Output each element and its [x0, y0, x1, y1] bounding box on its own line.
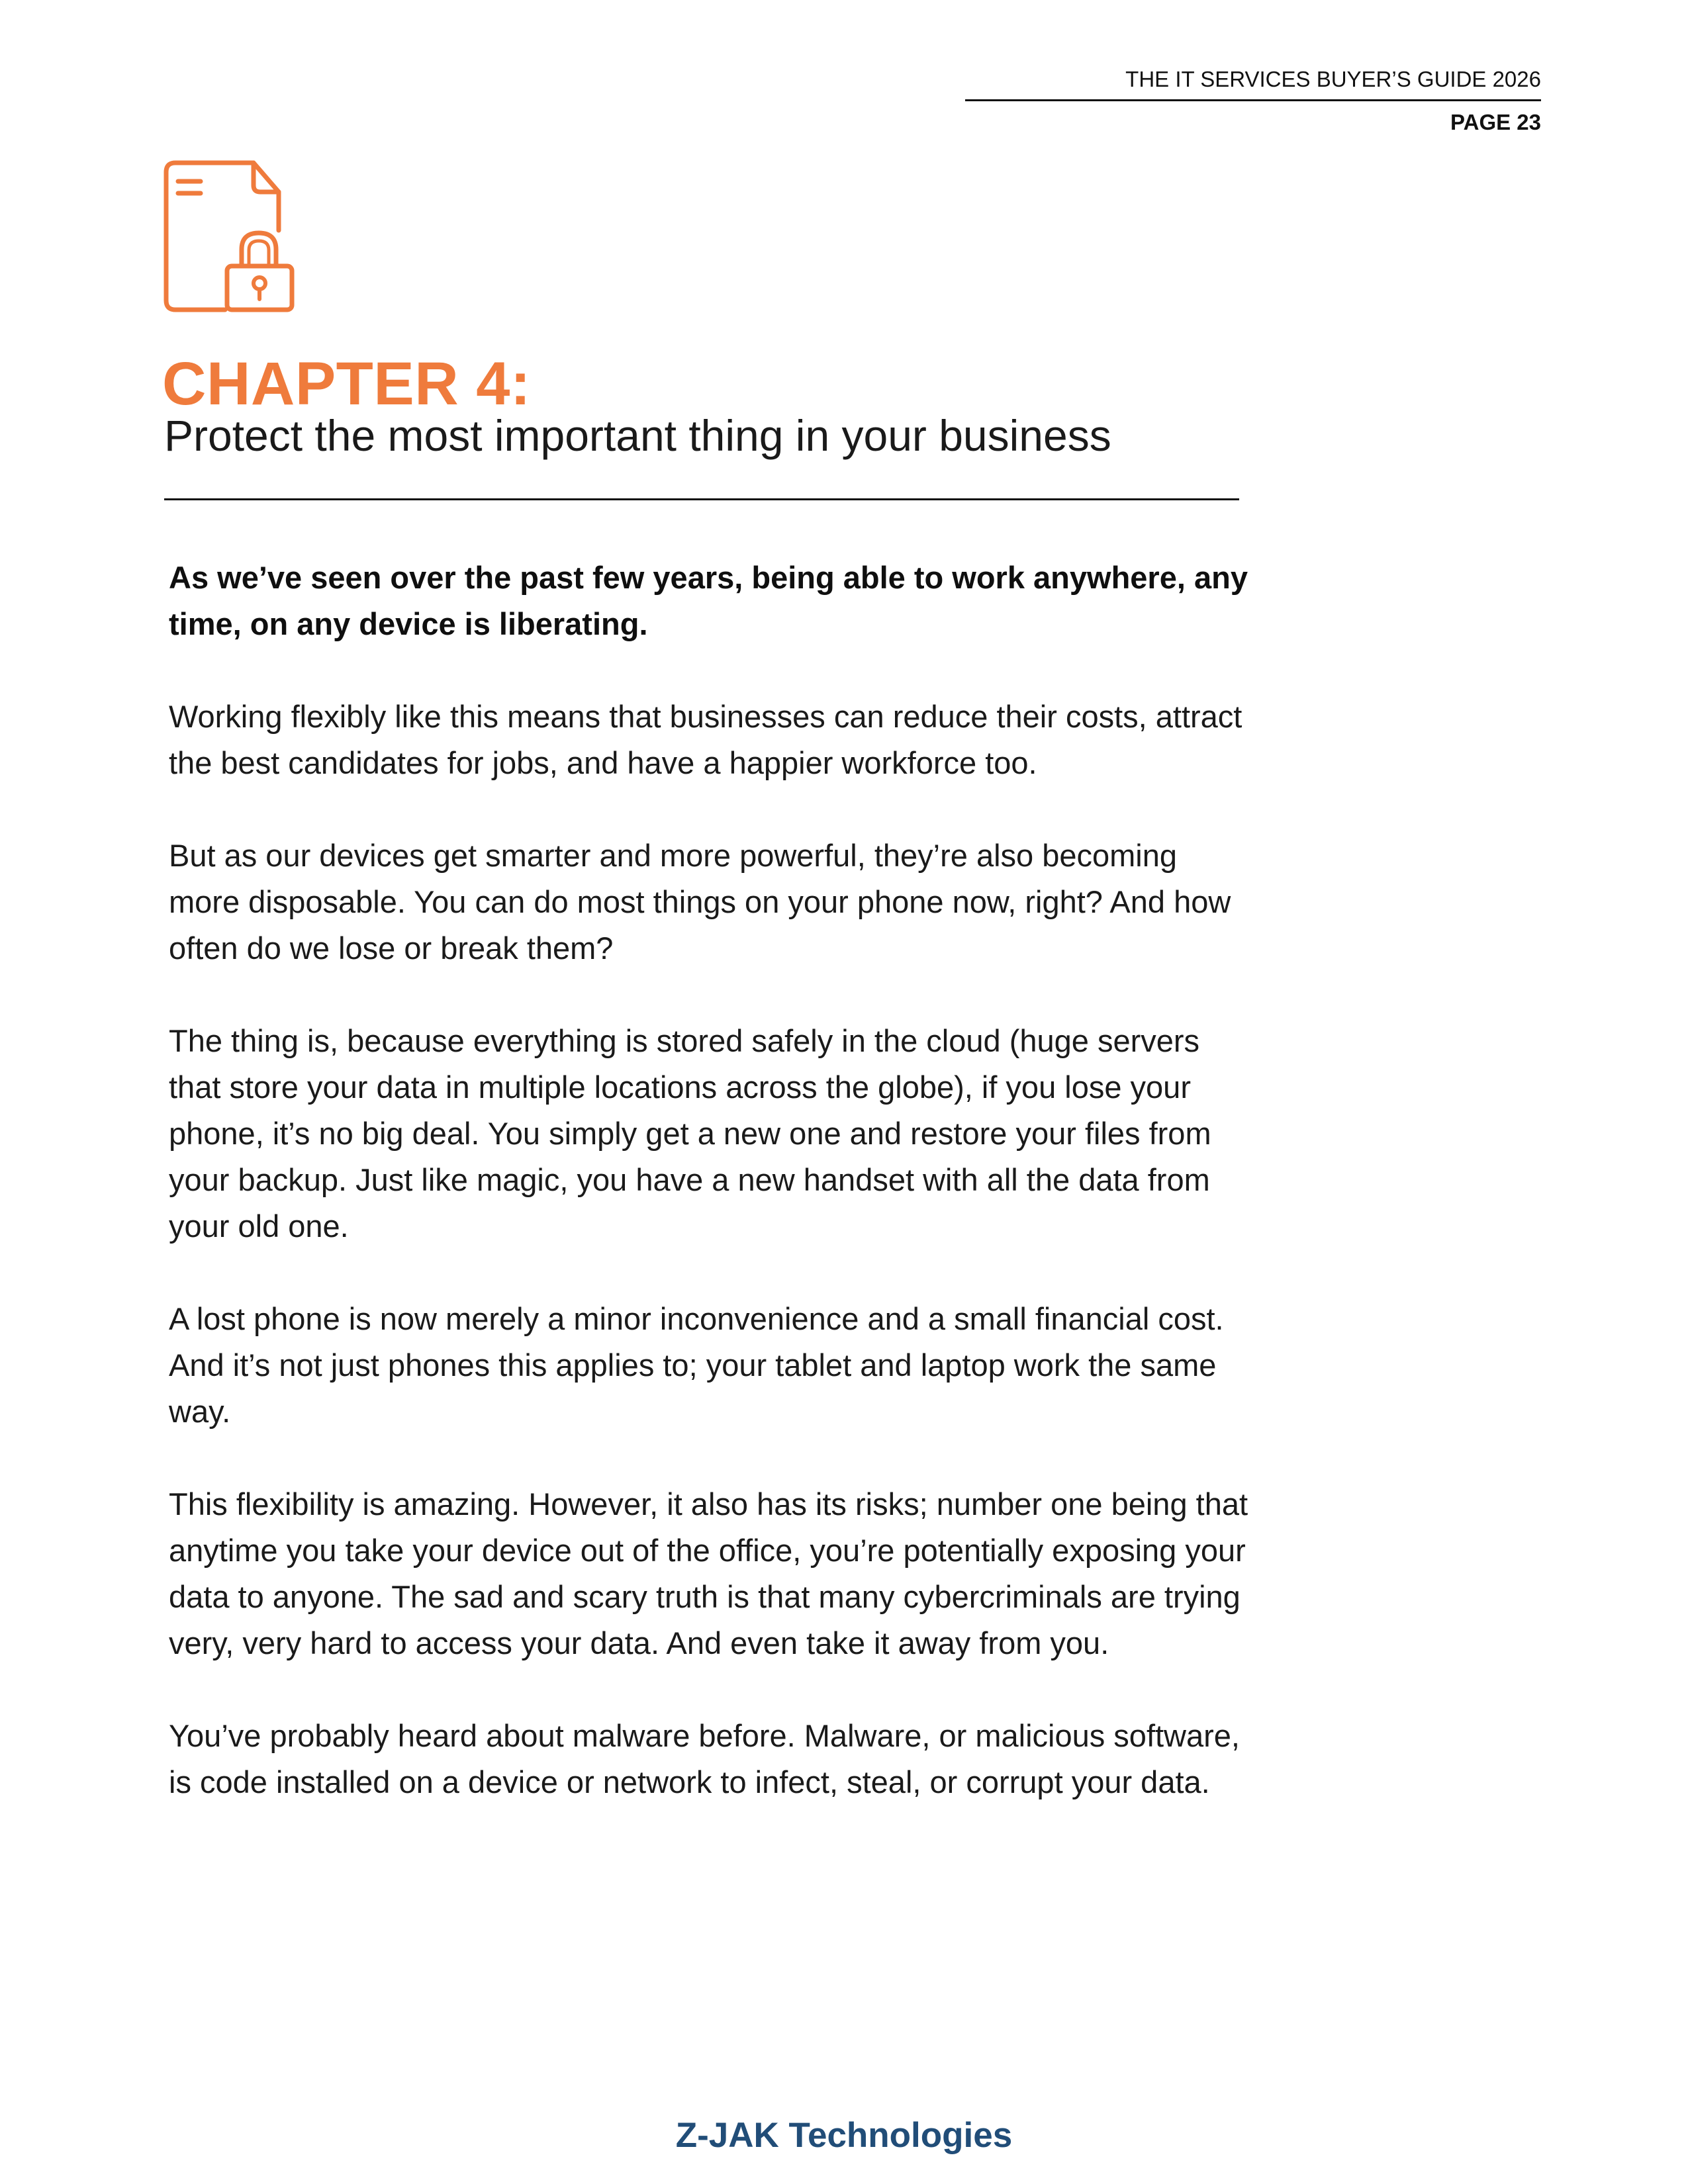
locked-document-icon: [162, 159, 301, 324]
title-divider: [164, 498, 1239, 500]
body-paragraph: Working flexibly like this means that businesses can reduce their costs, attract the best candidates for jobs, and have a happier workforce too.: [169, 699, 1243, 780]
company-name: Z-JAK Technologies: [675, 2116, 1013, 2155]
chapter-title: Protect the most important thing in your business: [164, 411, 1111, 460]
chapter-label: CHAPTER 4:: [162, 350, 532, 418]
header-divider: [965, 99, 1541, 101]
body-paragraph: But as our devices get smarter and more powerful, they’re also becoming more disposable. You can do most things on your phone now, right? And how often do we lose or break them?: [169, 838, 1231, 966]
page-header: [965, 65, 1541, 137]
body-paragraph: The thing is, because everything is stored safely in the cloud (huge servers that store your data in multiple locations across the globe), if you lose your phone, it’s no big deal. You simply get a new one and restore your files from your backup. Just like magic, you have a new handset with all the data from your old one.: [169, 1023, 1211, 1244]
page-number: PAGE 23: [1450, 110, 1541, 134]
lead-paragraph: As we’ve seen over the past few years, being able to work anywhere, any time, on any device is liberating.: [169, 560, 1248, 641]
guide-title: THE IT SERVICES BUYER’S GUIDE 2026: [1125, 67, 1541, 91]
body-paragraph: You’ve probably heard about malware before. Malware, or malicious software, is code installed on a device or network to infect, steal, or corrupt your data.: [169, 1718, 1240, 1799]
body-text: [169, 555, 1254, 1852]
body-paragraph: This flexibility is amazing. However, it also has its risks; number one being that anytime you take your device out of the office, you’re potentially exposing your data to anyone. The sad and scary truth is that many cybercriminals are trying very, very hard to access your data. And even take it away from you.: [169, 1486, 1248, 1661]
body-paragraph: A lost phone is now merely a minor inconvenience and a small financial cost. And it’s not just phones this applies to; your tablet and laptop work the same way.: [169, 1301, 1224, 1429]
